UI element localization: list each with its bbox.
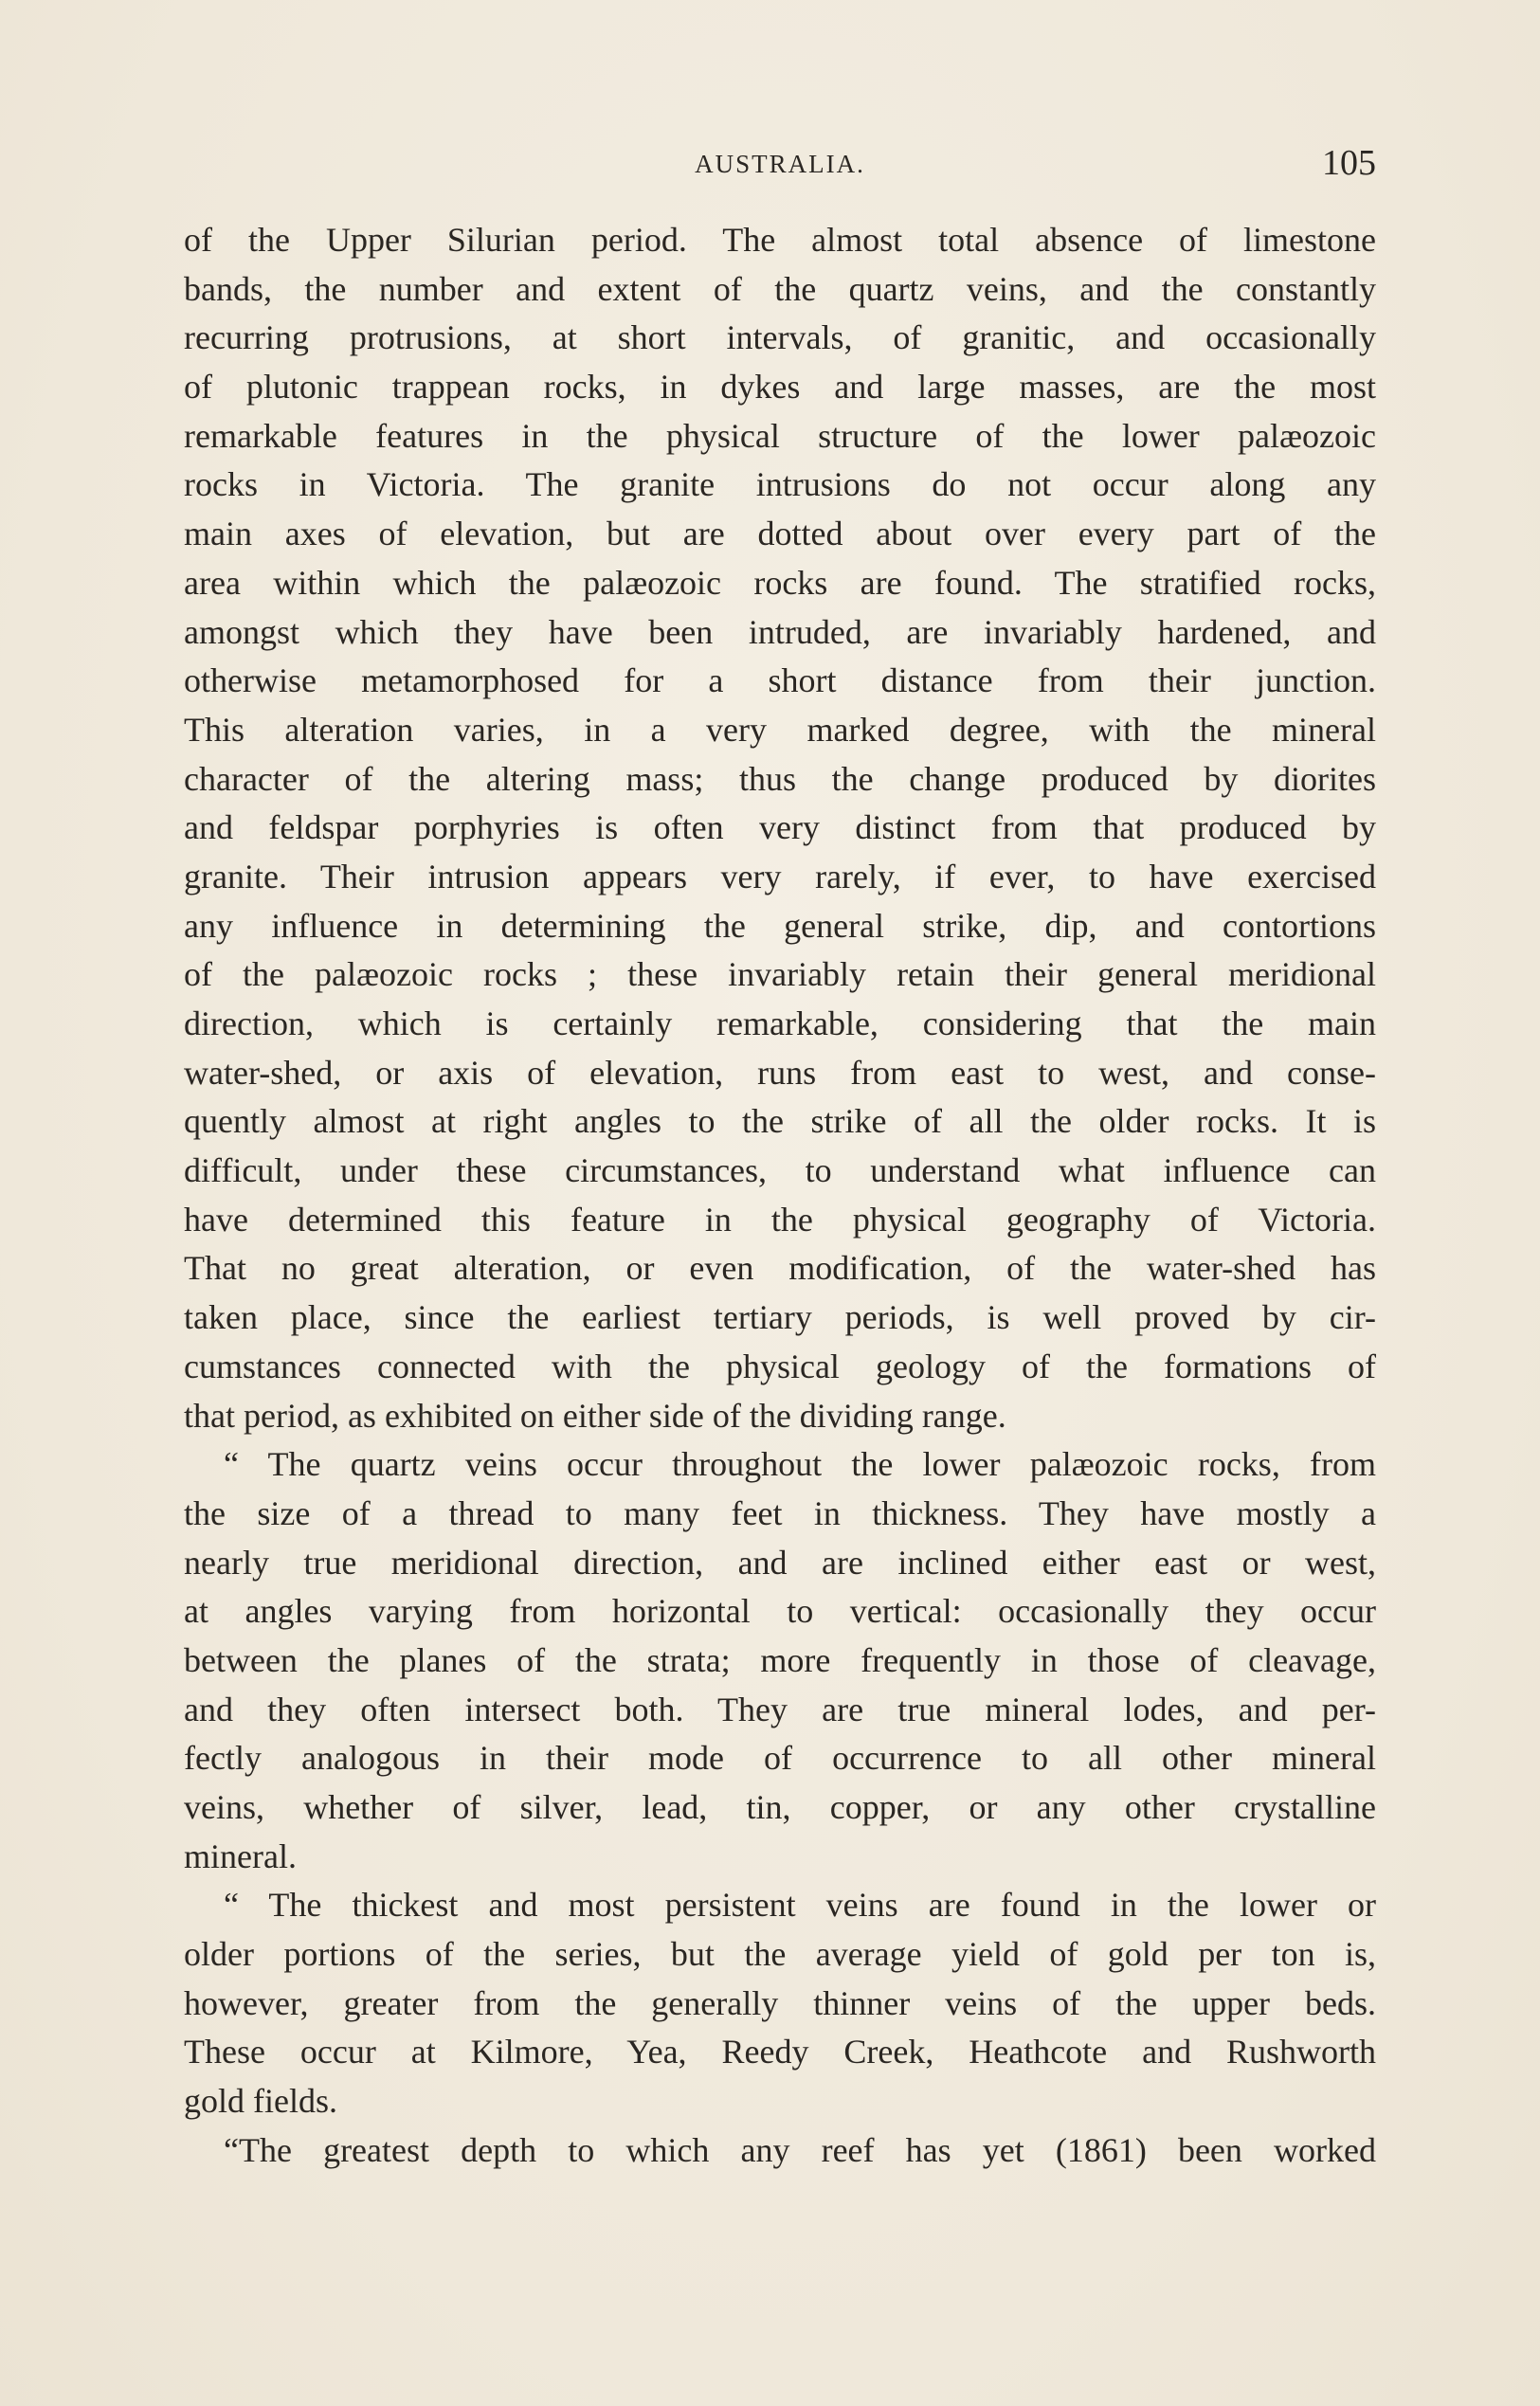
text-line: recurring protrusions, at short intervals, of granitic, and occasionally (184, 318, 1376, 357)
text-line: cumstances connected with the physical geology of the formations of (184, 1347, 1376, 1385)
text-line: That no great alteration, or even modification, of the water-shed has (184, 1249, 1376, 1288)
text-line: gold fields. (184, 2082, 337, 2121)
text-line: any influence in determining the general strike, dip, and contortions (184, 906, 1376, 945)
text-line: remarkable features in the physical structure of the lower palæozoic (184, 416, 1376, 455)
text-line: of the Upper Silurian period. The almost total absence of limestone (184, 221, 1376, 259)
text-line: otherwise metamorphosed for a short distance from their junction. (184, 661, 1376, 700)
text-line: fectly analogous in their mode of occurrence to all other mineral (184, 1739, 1376, 1778)
running-title: AUSTRALIA. (695, 150, 865, 178)
text-line: “The greatest depth to which any reef has yet (1861) been worked (224, 2130, 1376, 2169)
text-line: water-shed, or axis of elevation, runs from east to west, and conse- (184, 1053, 1376, 1092)
text-line: the size of a thread to many feet in thickness. They have mostly a (184, 1493, 1376, 1532)
text-line: older portions of the series, but the average yield of gold per ton is, (184, 1935, 1376, 1974)
text-line: amongst which they have been intruded, are invariably hardened, and (184, 612, 1376, 651)
text-line: of plutonic trappean rocks, in dykes and large masses, are the most (184, 368, 1376, 407)
text-line: at angles varying from horizontal to vertical: occasionally they occur (184, 1592, 1376, 1631)
text-line: These occur at Kilmore, Yea, Reedy Creek, Heathcote and Rushworth (184, 2033, 1376, 2071)
text-line: taken place, since the earliest tertiary periods, is well proved by cir- (184, 1298, 1376, 1337)
text-line: difficult, under these circumstances, to understand what influence can (184, 1151, 1376, 1190)
text-line: quently almost at right angles to the strike of all the older rocks. It is (184, 1102, 1376, 1141)
text-line: This alteration varies, in a very marked degree, with the mineral (184, 710, 1376, 749)
text-line: main axes of elevation, but are dotted about over every part of the (184, 515, 1376, 553)
text-line: and they often intersect both. They are true mineral lodes, and per- (184, 1690, 1376, 1728)
text-line: rocks in Victoria. The granite intrusions do not occur along any (184, 465, 1376, 504)
text-line: nearly true meridional direction, and are inclined either east or west, (184, 1543, 1376, 1582)
text-line: veins, whether of silver, lead, tin, copper, or any other crystalline (184, 1788, 1376, 1826)
running-head (184, 142, 1376, 190)
page-number: 105 (1322, 143, 1376, 183)
text-line: however, greater from the generally thinner veins of the upper beds. (184, 1983, 1376, 2022)
text-line: direction, which is certainly remarkable, considering that the main (184, 1004, 1376, 1042)
text-line: bands, the number and extent of the quartz veins, and the constantly (184, 269, 1376, 308)
text-line: of the palæozoic rocks ; these invariably retain their general meridional (184, 955, 1376, 994)
text-line: between the planes of the strata; more frequently in those of cleavage, (184, 1640, 1376, 1679)
text-line: have determined this feature in the physical geography of Victoria. (184, 1200, 1376, 1239)
text-line: mineral. (184, 1836, 297, 1875)
text-line: and feldspar porphyries is often very distinct from that produced by (184, 808, 1376, 847)
text-line: “ The thickest and most persistent veins are found in the lower or (224, 1886, 1376, 1925)
text-line: that period, as exhibited on either side of the dividing range. (184, 1396, 1006, 1435)
text-line: character of the altering mass; thus the change produced by diorites (184, 759, 1376, 798)
text-line: area within which the palæozoic rocks are found. The stratified rocks, (184, 563, 1376, 602)
body-text (184, 216, 1376, 2176)
text-line: granite. Their intrusion appears very rarely, if ever, to have exercised (184, 857, 1376, 895)
text-line: “ The quartz veins occur throughout the lower palæozoic rocks, from (224, 1445, 1376, 1484)
